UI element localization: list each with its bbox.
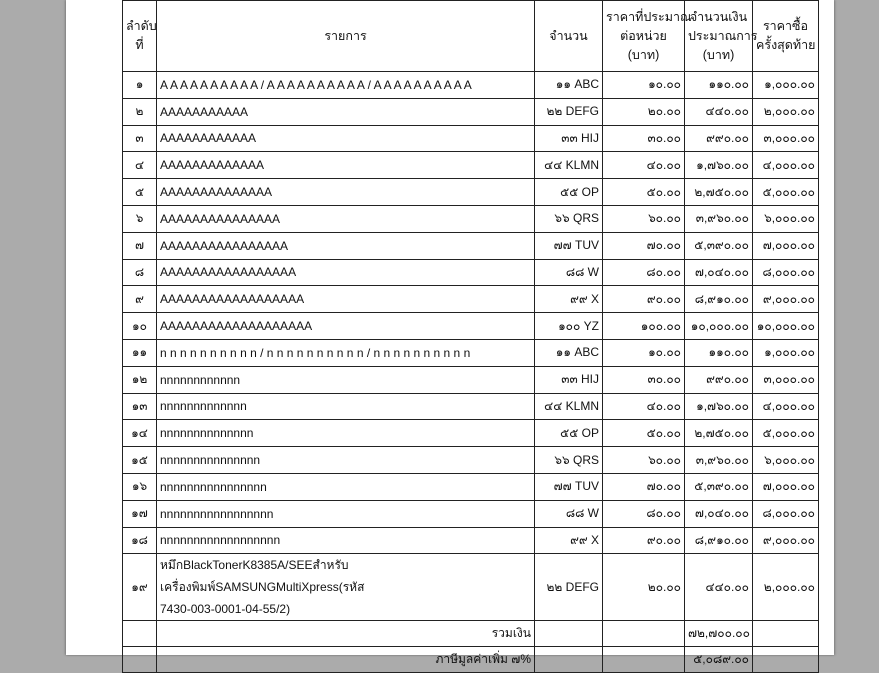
row-last-price: ๗,๐๐๐.๐๐ [753,232,819,259]
row-amount: ๔๔๐.๐๐ [685,554,753,621]
header-no: ลำดับ ที่ [123,1,157,72]
row-amount: ๕,๓๙๐.๐๐ [685,232,753,259]
row-item: AAAAAAAAAAAAAAAAA [157,259,535,286]
row-qty: ๒๒ DEFG [535,554,603,621]
row-unit-price: ๗๐.๐๐ [603,473,685,500]
row-amount: ๑๐,๐๐๐.๐๐ [685,313,753,340]
row-last-price: ๔,๐๐๐.๐๐ [753,393,819,420]
row-last-price: ๘,๐๐๐.๐๐ [753,500,819,527]
table-row [123,152,819,179]
row-unit-price: ๘๐.๐๐ [603,500,685,527]
table-row [123,393,819,420]
total-blank [123,621,157,647]
row-no: ๑๗ [123,500,157,527]
row-amount: ๘,๙๑๐.๐๐ [685,286,753,313]
total-label: รวมเงิน [157,621,535,647]
row-amount: ๑,๗๖๐.๐๐ [685,393,753,420]
table-row [123,259,819,286]
row-item: nnnnnnnnnnnnnn [157,420,535,447]
total-blank [535,621,603,647]
row-amount: ๕,๓๙๐.๐๐ [685,473,753,500]
row-no: ๑๔ [123,420,157,447]
table-row [123,339,819,366]
row-amount: ๑๑๐.๐๐ [685,339,753,366]
row-item: AAAAAAAAAAAAAAA [157,205,535,232]
row-item: AAAAAAAAAAAAA [157,152,535,179]
row-unit-price: ๑๐๐.๐๐ [603,313,685,340]
row-unit-price: ๑๐.๐๐ [603,339,685,366]
row-item: AAAAAAAAAAA [157,98,535,125]
row-qty: ๒๒ DEFG [535,98,603,125]
row-item: nnnnnnnnnnnnnnn [157,447,535,474]
row-qty: ๑๐๐ YZ [535,313,603,340]
row-no: ๑๑ [123,339,157,366]
row-last-price: ๓,๐๐๐.๐๐ [753,366,819,393]
row-item: AAAAAAAAAAAAAAAAAAA [157,313,535,340]
row-item: AAAAAAAAAAAAAAAA [157,232,535,259]
row-item: n n n n n n n n n n / n n n n n n n n n n / n n n n n n n n n n [157,339,535,366]
row-amount: ๙๙๐.๐๐ [685,366,753,393]
row-qty: ๔๔ KLMN [535,393,603,420]
document-page [66,0,834,667]
row-qty: ๑๑ ABC [535,339,603,366]
row-no: ๓ [123,125,157,152]
vat-blank [603,647,685,673]
row-qty: ๙๙ X [535,527,603,554]
row-qty: ๖๖ QRS [535,205,603,232]
row-qty: ๓๓ HIJ [535,366,603,393]
row-unit-price: ๙๐.๐๐ [603,286,685,313]
table-row [123,179,819,206]
table-header-row [123,1,819,72]
row-last-price: ๘,๐๐๐.๐๐ [753,259,819,286]
row-item: nnnnnnnnnnnnn [157,393,535,420]
row-unit-price: ๒๐.๐๐ [603,554,685,621]
row-last-price: ๓,๐๐๐.๐๐ [753,125,819,152]
row-last-price: ๒,๐๐๐.๐๐ [753,98,819,125]
row-unit-price: ๒๐.๐๐ [603,98,685,125]
price-estimate-table [122,0,819,673]
row-qty: ๘๘ W [535,500,603,527]
row-last-price: ๔,๐๐๐.๐๐ [753,152,819,179]
row-no: ๔ [123,152,157,179]
row-qty: ๗๗ TUV [535,473,603,500]
table-row [123,313,819,340]
total-amount: ๗๒,๗๐๐.๐๐ [685,621,753,647]
header-qty: จำนวน [535,1,603,72]
row-qty: ๑๑ ABC [535,72,603,99]
table-row [123,98,819,125]
row-unit-price: ๔๐.๐๐ [603,152,685,179]
row-unit-price: ๕๐.๐๐ [603,179,685,206]
row-last-price: ๒,๐๐๐.๐๐ [753,554,819,621]
table-row [123,232,819,259]
row-qty: ๗๗ TUV [535,232,603,259]
row-item: nnnnnnnnnnnn [157,366,535,393]
table-row [123,554,819,621]
table-row [123,420,819,447]
vat-blank [535,647,603,673]
row-last-price: ๖,๐๐๐.๐๐ [753,447,819,474]
row-qty: ๓๓ HIJ [535,125,603,152]
row-last-price: ๗,๐๐๐.๐๐ [753,473,819,500]
row-amount: ๔๔๐.๐๐ [685,98,753,125]
row-no: ๑๐ [123,313,157,340]
table-row [123,527,819,554]
row-unit-price: ๙๐.๐๐ [603,527,685,554]
total-blank [603,621,685,647]
row-item: nnnnnnnnnnnnnnnnnn [157,527,535,554]
table-row [123,500,819,527]
total-blank [753,621,819,647]
table-row [123,447,819,474]
row-amount: ๒,๗๕๐.๐๐ [685,179,753,206]
row-item [157,554,535,621]
row-amount: ๓,๙๖๐.๐๐ [685,447,753,474]
header-unit-price: ราคาที่ประมาณ ต่อหน่วย (บาท) [603,1,685,72]
row-last-price: ๙,๐๐๐.๐๐ [753,286,819,313]
row-amount: ๑๑๐.๐๐ [685,72,753,99]
row-no: ๘ [123,259,157,286]
row-no: ๑ [123,72,157,99]
row-item: AAAAAAAAAAAAAAAAAA [157,286,535,313]
row-unit-price: ๕๐.๐๐ [603,420,685,447]
row-unit-price: ๓๐.๐๐ [603,366,685,393]
row-no: ๕ [123,179,157,206]
row-unit-price: ๓๐.๐๐ [603,125,685,152]
row-item-line: หมึกBlackTonerK8385A/SEEสำหรับเครื่องพิมพ์SAMSUNGMultiXpress(รหัส [160,558,365,595]
row-last-price: ๑๐,๐๐๐.๐๐ [753,313,819,340]
row-item-line: 7430-003-0001-04-55/2) [160,602,291,617]
row-amount: ๒,๗๕๐.๐๐ [685,420,753,447]
row-unit-price: ๑๐.๐๐ [603,72,685,99]
row-item: nnnnnnnnnnnnnnnnn [157,500,535,527]
row-item: A A A A A A A A A A / A A A A A A A A A A / A A A A A A A A A A [157,72,535,99]
row-unit-price: ๖๐.๐๐ [603,205,685,232]
table-row [123,366,819,393]
row-no: ๑๘ [123,527,157,554]
row-unit-price: ๘๐.๐๐ [603,259,685,286]
row-last-price: ๕,๐๐๐.๐๐ [753,420,819,447]
row-no: ๑๕ [123,447,157,474]
row-unit-price: ๔๐.๐๐ [603,393,685,420]
table-row [123,473,819,500]
vat-blank [753,647,819,673]
row-unit-price: ๗๐.๐๐ [603,232,685,259]
row-no: ๑๓ [123,393,157,420]
row-amount: ๗,๐๔๐.๐๐ [685,500,753,527]
header-amount: จำนวนเงิน ประมาณการ (บาท) [685,1,753,72]
row-qty: ๕๕ OP [535,179,603,206]
row-last-price: ๑,๐๐๐.๐๐ [753,339,819,366]
row-unit-price: ๖๐.๐๐ [603,447,685,474]
row-no: ๑๖ [123,473,157,500]
row-amount: ๑,๗๖๐.๐๐ [685,152,753,179]
row-last-price: ๙,๐๐๐.๐๐ [753,527,819,554]
row-last-price: ๕,๐๐๐.๐๐ [753,179,819,206]
row-no: ๑๙ [123,554,157,621]
row-qty: ๔๔ KLMN [535,152,603,179]
row-amount: ๓,๙๖๐.๐๐ [685,205,753,232]
row-amount: ๘,๙๑๐.๐๐ [685,527,753,554]
row-no: ๖ [123,205,157,232]
row-item: AAAAAAAAAAAA [157,125,535,152]
row-item: nnnnnnnnnnnnnnnn [157,473,535,500]
row-no: ๙ [123,286,157,313]
row-item: AAAAAAAAAAAAAA [157,179,535,206]
row-amount: ๙๙๐.๐๐ [685,125,753,152]
row-no: ๗ [123,232,157,259]
table-row [123,205,819,232]
vat-row [123,647,819,673]
vat-amount: ๕,๐๘๙.๐๐ [685,647,753,673]
table-row [123,125,819,152]
header-last-price: ราคาซื้อ ครั้งสุดท้าย [753,1,819,72]
total-row [123,621,819,647]
row-qty: ๙๙ X [535,286,603,313]
row-no: ๒ [123,98,157,125]
vat-blank [123,647,157,673]
row-amount: ๗,๐๔๐.๐๐ [685,259,753,286]
row-qty: ๖๖ QRS [535,447,603,474]
row-qty: ๘๘ W [535,259,603,286]
row-qty: ๕๕ OP [535,420,603,447]
table-row [123,72,819,99]
vat-label: ภาษีมูลค่าเพิ่ม ๗% [157,647,535,673]
table-row [123,286,819,313]
row-last-price: ๖,๐๐๐.๐๐ [753,205,819,232]
row-last-price: ๑,๐๐๐.๐๐ [753,72,819,99]
header-item: รายการ [157,1,535,72]
row-no: ๑๒ [123,366,157,393]
